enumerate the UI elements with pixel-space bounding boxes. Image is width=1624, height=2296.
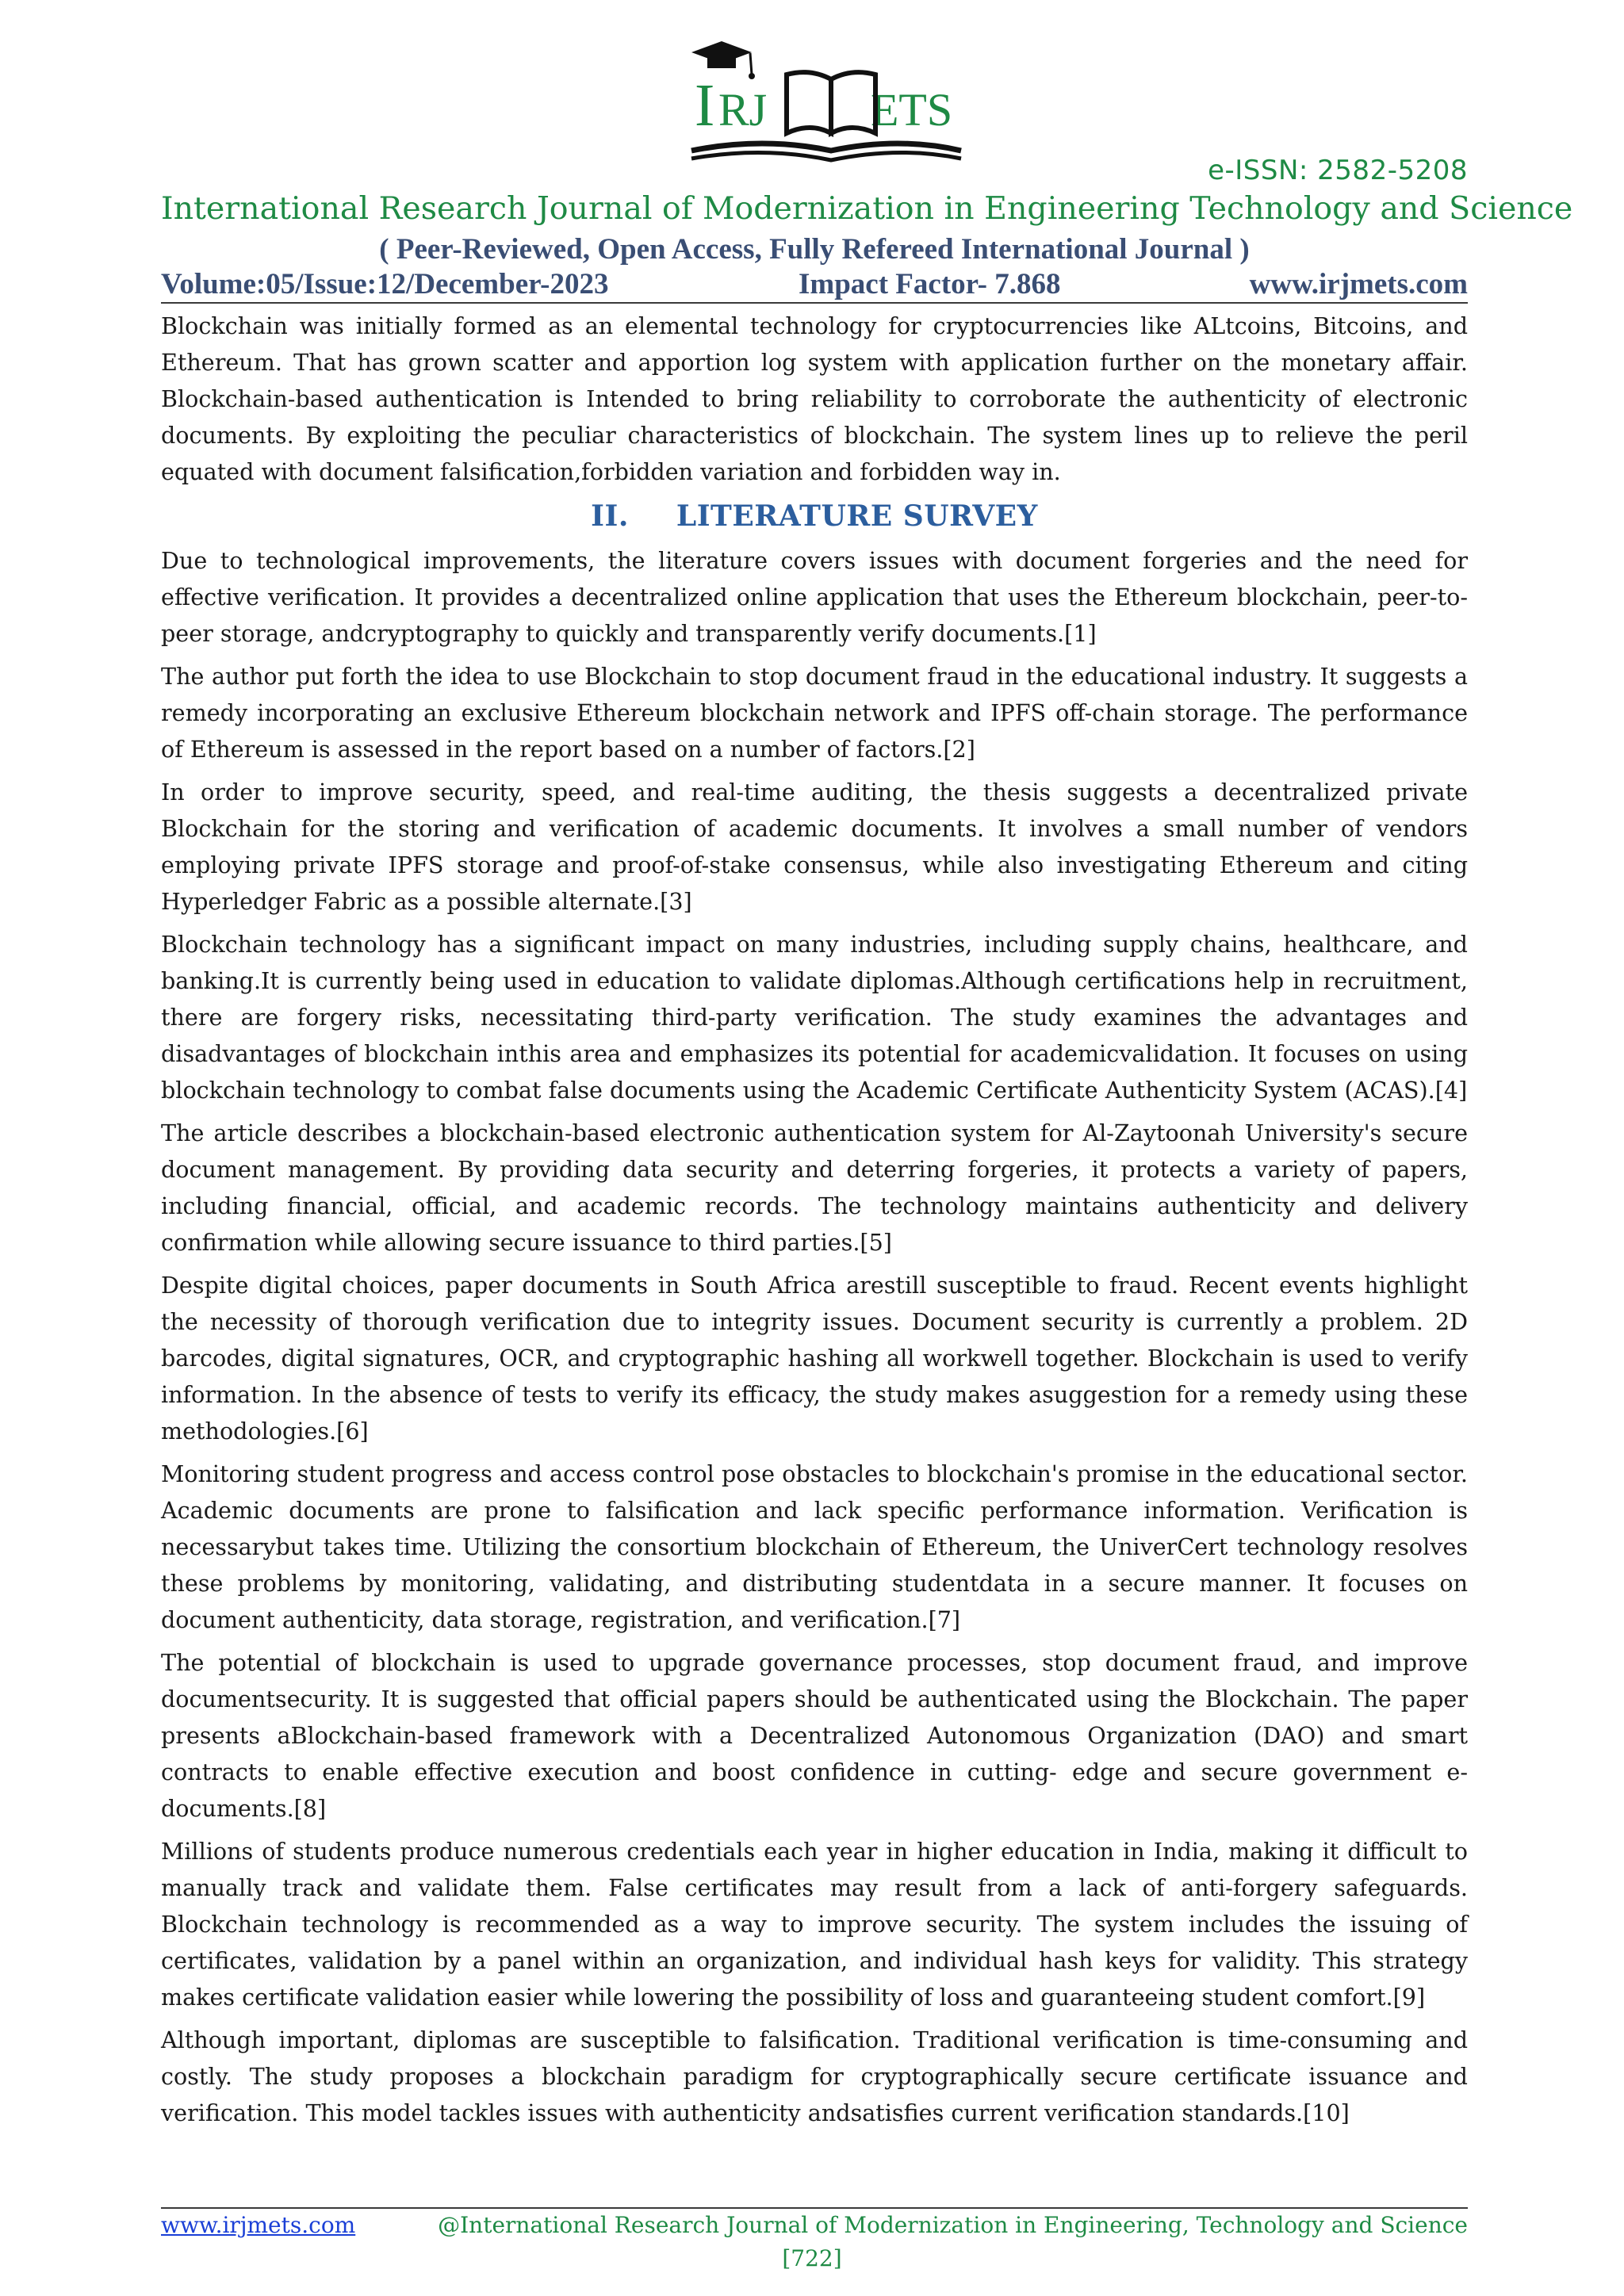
footer-copyright: @International Research Journal of Modernization in Engineering, Technology and Science: [438, 2212, 1468, 2238]
intro-paragraph: Blockchain was initially formed as an elemental technology for cryptocurrencies like ALtcoins, Bitcoins, and Ethereum. That has grown scatter and apportion log system with application further on the monetary affair. Blockchain-based authentication is Intended to bring reliability to corroborate the authenticity of electronic documents. By exploiting the peculiar characteristics of blockchain. The system lines up to relieve the peril equated with document falsification,forbidden variation and forbidden way in.: [161, 312, 1468, 485]
svg-text:RJ: RJ: [718, 84, 768, 136]
footer-divider: [161, 2207, 1468, 2209]
header-divider: [161, 302, 1468, 304]
paragraph: The potential of blockchain is used to upgrade governance processes, stop document fraud, and improve documentsecurity. It is suggested that official papers should be authenticated using the Blockchain. The paper presents aBlockchain-based framework with a Decentralized Autonomous Organization (DAO) and smart contracts to enable effective execution and boost confidence in cutting- edge and secure government e-documents.[8]: [161, 1649, 1468, 1822]
peer-review-subtitle: ( Peer-Reviewed, Open Access, Fully Refereed International Journal ): [379, 233, 1250, 266]
section-title: LITERATURE SURVEY: [676, 499, 1038, 533]
section-number: II.: [591, 499, 629, 533]
journal-logo: [676, 32, 969, 173]
paragraph: In order to improve security, speed, and real-time auditing, the thesis suggests a decentralized private Blockchain for the storing and verification of academic documents. It involves a small number of vendors employing private IPFS storage and proof-of-stake consensus, while also investigating Ethereum and citing Hyperledger Fabric as a possible alternate.[3]: [161, 779, 1468, 915]
footer-website-link[interactable]: www.irjmets.com: [161, 2212, 356, 2238]
paragraph: Blockchain technology has a significant impact on many industries, including supply chains, healthcare, and banking.It is currently being used in education to validate diplomas.Although certifications help in recruitment, there are forgery risks, necessitating third-party verification. The study examines the advantages and disadvantages of blockchain inthis area and emphasizes its potential for academicvalidation. It focuses on using blockchain technology to combat false documents using the Academic Certificate Authenticity System (ACAS).[4]: [161, 931, 1468, 1104]
paragraph: Millions of students produce numerous credentials each year in higher education in India, making it difficult to manually track and validate them. False certificates may result from a lack of anti-forgery safeguards. Blockchain technology is recommended as a way to improve security. The system includes the issuing of certificates, validation by a panel within an organization, and individual hash keys for validity. This strategy makes certificate validation easier while lowering the possibility of loss and guaranteeing student comfort.[9]: [161, 1838, 1468, 2011]
paragraph: The article describes a blockchain-based electronic authentication system for Al-Zaytoonah University's secure document management. By providing data security and deterring forgeries, it protects a variety of papers, including financial, official, and academic records. The technology maintains authenticity and delivery confirmation while allowing secure issuance to third parties.[5]: [161, 1119, 1468, 1256]
paragraph: Although important, diplomas are susceptible to falsification. Traditional verification is time-consuming and costly. The study proposes a blockchain paradigm for cryptographically secure certificate issuance and verification. This model tackles issues with authenticity andsatisfies current verification standards.[10]: [161, 2026, 1468, 2126]
svg-text:I: I: [695, 72, 715, 139]
issue-meta-row: [161, 267, 1468, 299]
section-heading: [161, 496, 1468, 536]
journal-title: International Research Journal of Modernization in Engineering Technology and Science: [161, 190, 1573, 227]
svg-text:ETS: ETS: [871, 84, 953, 136]
eissn: e-ISSN: 2582-5208: [1208, 155, 1468, 186]
volume-issue: Volume:05/Issue:12/December-2023: [161, 268, 609, 300]
irjmets-logo-icon: [676, 32, 969, 173]
paragraph: Despite digital choices, paper documents in South Africa arestill susceptible to fraud. Recent events highlight the necessity of thorough verification due to integrity issues. Document security is currently a problem. 2D barcodes, digital signatures, OCR, and cryptographic hashing all workwell together. Blockchain is used to verify information. In the absence of tests to verify its efficacy, the study makes asuggestion for a remedy using these methodologies.[6]: [161, 1272, 1468, 1445]
page-number: [722]: [782, 2245, 842, 2271]
impact-factor: Impact Factor- 7.868: [799, 268, 1061, 300]
paragraph: Due to technological improvements, the literature covers issues with document forgeries and the need for effective verification. It provides a decentralized online application that uses the Ethereum blockchain, peer-to-peer storage, andcryptography to quickly and transparently verify documents.[1]: [161, 547, 1468, 647]
paragraph: Monitoring student progress and access control pose obstacles to blockchain's promise in the educational sector. Academic documents are prone to falsification and lack specific performance information. Verification is necessarybut takes time. Utilizing the consortium blockchain of Ethereum, the UniverCert technology resolves these problems by monitoring, validating, and distributing studentdata in a secure manner. It focuses on document authenticity, data storage, registration, and verification.[7]: [161, 1460, 1468, 1633]
header-website: www.irjmets.com: [1249, 268, 1468, 300]
article-body: [161, 308, 1468, 2137]
paragraph: The author put forth the idea to use Blockchain to stop document fraud in the educational industry. It suggests a remedy incorporating an exclusive Ethereum blockchain network and IPFS off-chain storage. The performance of Ethereum is assessed in the report based on a number of factors.[2]: [161, 663, 1468, 763]
